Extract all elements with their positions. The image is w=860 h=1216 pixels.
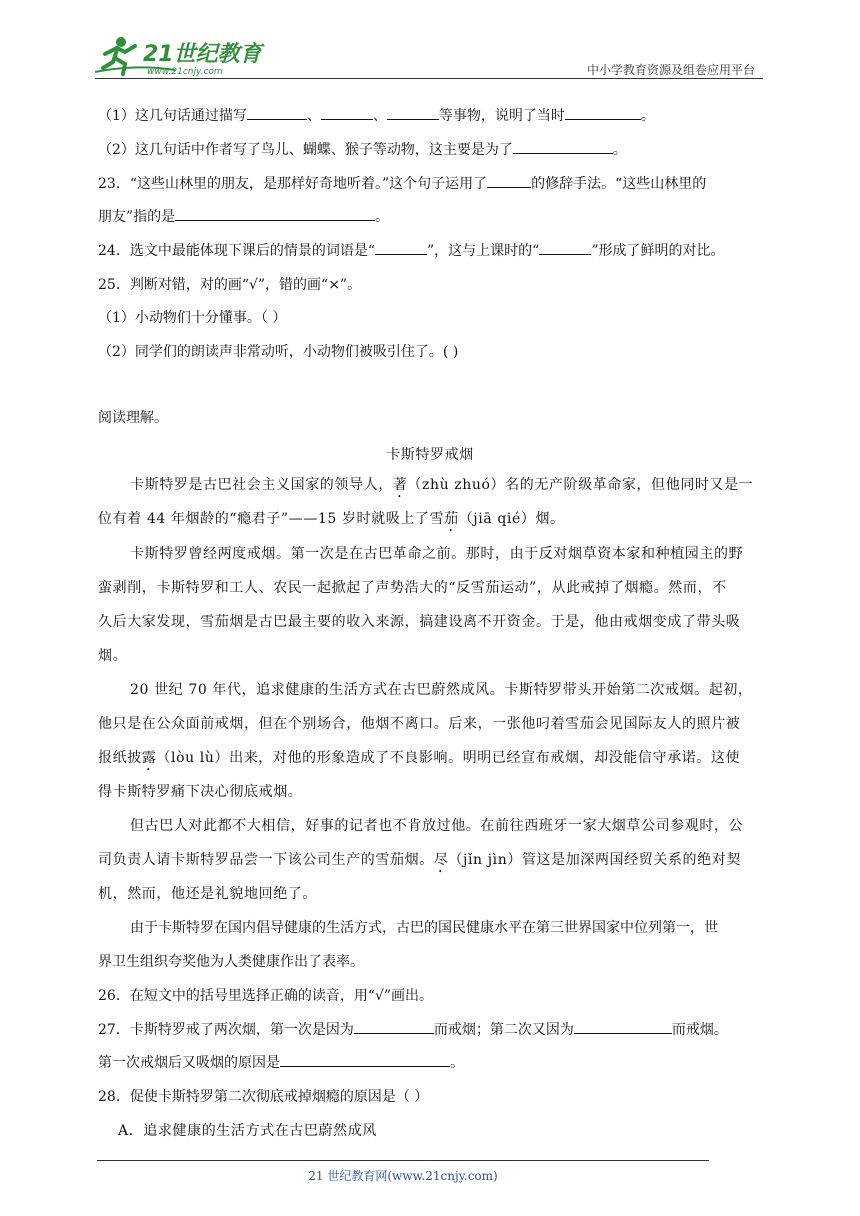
passage-title: 卡斯特罗戒烟 — [386, 447, 474, 463]
page-header — [95, 28, 763, 80]
passage-p3-line1: 20 世纪 70 年代，追求健康的生活方式在古巴蔚然成风。卡斯特罗带头开始第二次戒烟。起初， — [130, 682, 753, 698]
q27-line2: 第一次戒烟后又吸烟的原因是 。 — [98, 1055, 464, 1071]
site-logo — [95, 34, 270, 76]
passage-p4-line3: 机，然而，他还是礼貌地回绝了。 — [98, 886, 317, 902]
q23-line2: 朋友”指的是 。 — [98, 209, 390, 225]
answer-blank[interactable] — [247, 106, 307, 120]
passage-p2-line2: 蛮剥削，卡斯特罗和工人、农民一起掀起了声势浩大的“反雪茄运动”，从此戒掉了烟瘾。然而，不 — [98, 580, 727, 596]
svg-text:21世纪教育: 21世纪教育 — [143, 42, 262, 67]
passage-p3-line3: 报纸披露（lòu lù）出来，对他的形象造成了不良影响。明明已经宣布戒烟，却没能信守承诺。这使 — [98, 750, 741, 766]
q28-option-a[interactable]: A．追求健康的生活方式在古巴蔚然成风 — [118, 1123, 377, 1139]
q24: 24．选文中最能体现下课后的情景的词语是“ ”，这与上课时的“ ”形成了鲜明的对比。 — [98, 243, 725, 259]
answer-blank[interactable] — [321, 106, 373, 120]
passage-p2-line1: 卡斯特罗曾经两度戒烟。第一次是在古巴革命之前。那时，由于反对烟草资本家和种植园主的野 — [130, 546, 744, 562]
footer-divider — [97, 1160, 709, 1161]
answer-blank[interactable] — [513, 140, 613, 154]
answer-blank[interactable] — [574, 1020, 672, 1034]
passage-p1-line2: 位有着 44 年烟龄的“瘾君子”——15 岁时就吸上了雪茄（jiā qié）烟。 — [98, 511, 565, 527]
answer-blank[interactable] — [565, 106, 641, 120]
passage-p4-line2: 司负责人请卡斯特罗品尝一下该公司生产的雪茄烟。尽（jǐn jìn）管这是加深两国经贸关系的绝对契 — [98, 852, 741, 868]
answer-blank[interactable] — [539, 241, 591, 255]
answer-blank[interactable] — [280, 1053, 450, 1067]
q27-line1: 27．卡斯特罗戒了两次烟，第一次是因为 而戒烟；第二次又因为 而戒烟。 — [98, 1022, 728, 1038]
passage-p2-line3: 久后大家发现，雪茄烟是古巴最主要的收入来源，搞建设离不开资金。于是，他由戒烟变成了带头吸 — [98, 614, 741, 630]
svg-text:www.21cnjy.com: www.21cnjy.com — [147, 67, 223, 76]
q22-sub1: （1）这几句话通过描写 、 、 等事物，说明了当时 。 — [98, 108, 655, 124]
footer-source[interactable]: 21 世纪教育网(www.21cnjy.com) — [308, 1169, 498, 1183]
answer-blank[interactable] — [487, 174, 531, 188]
q25-sub1[interactable]: （1）小动物们十分懂事。（ ） — [98, 310, 287, 326]
q28-stem: 28．促使卡斯特罗第二次彻底戒掉烟瘾的原因是（ ） — [98, 1089, 429, 1105]
passage-p1-line1: 卡斯特罗是古巴社会主义国家的领导人，著（zhù zhuó）名的无产阶级革命家，但他同时又是一 — [130, 477, 754, 493]
q22-sub2: （2）这几句话中作者写了鸟儿、蝴蝶、猴子等动物，这主要是为了 。 — [98, 142, 627, 158]
passage-p3-line4: 得卡斯特罗痛下决心彻底戒烟。 — [98, 784, 303, 800]
passage-p4-line1: 但古巴人对此都不大相信，好事的记者也不肯放过他。在前往西班牙一家大烟草公司参观时，公 — [130, 818, 744, 834]
passage-p5-line1: 由于卡斯特罗在国内倡导健康的生活方式，古巴的国民健康水平在第三世界国家中位列第一，世 — [130, 920, 718, 936]
passage-p3-line2: 他只是在公众面前戒烟，但在个别场合，他烟不离口。后来，一张他叼着雪茄会见国际友人的照片被 — [98, 716, 741, 732]
answer-blank[interactable] — [354, 1020, 434, 1034]
passage-p2-line4: 烟。 — [98, 648, 128, 664]
q26: 26．在短文中的括号里选择正确的读音，用“√”画出。 — [98, 988, 434, 1004]
answer-blank[interactable] — [175, 207, 375, 221]
header-divider — [95, 78, 763, 79]
q25-sub2[interactable]: （2）同学们的朗读声非常动听，小动物们被吸引住了。( ) — [98, 344, 459, 360]
section-heading: 阅读理解。 — [98, 410, 168, 426]
answer-blank[interactable] — [375, 241, 427, 255]
q25-stem: 25．判断对错，对的画“√”，错的画“×”。 — [98, 277, 362, 293]
q23-line1: 23．“这些山林里的朋友，是那样好奇地听着。”这个句子运用了 的修辞手法。“这些山林里的 — [98, 176, 707, 192]
platform-tagline: 中小学教育资源及组卷应用平台 — [586, 63, 755, 77]
passage-p5-line2: 界卫生组织夸奖他为人类健康作出了表率。 — [98, 954, 364, 970]
answer-blank[interactable] — [387, 106, 439, 120]
